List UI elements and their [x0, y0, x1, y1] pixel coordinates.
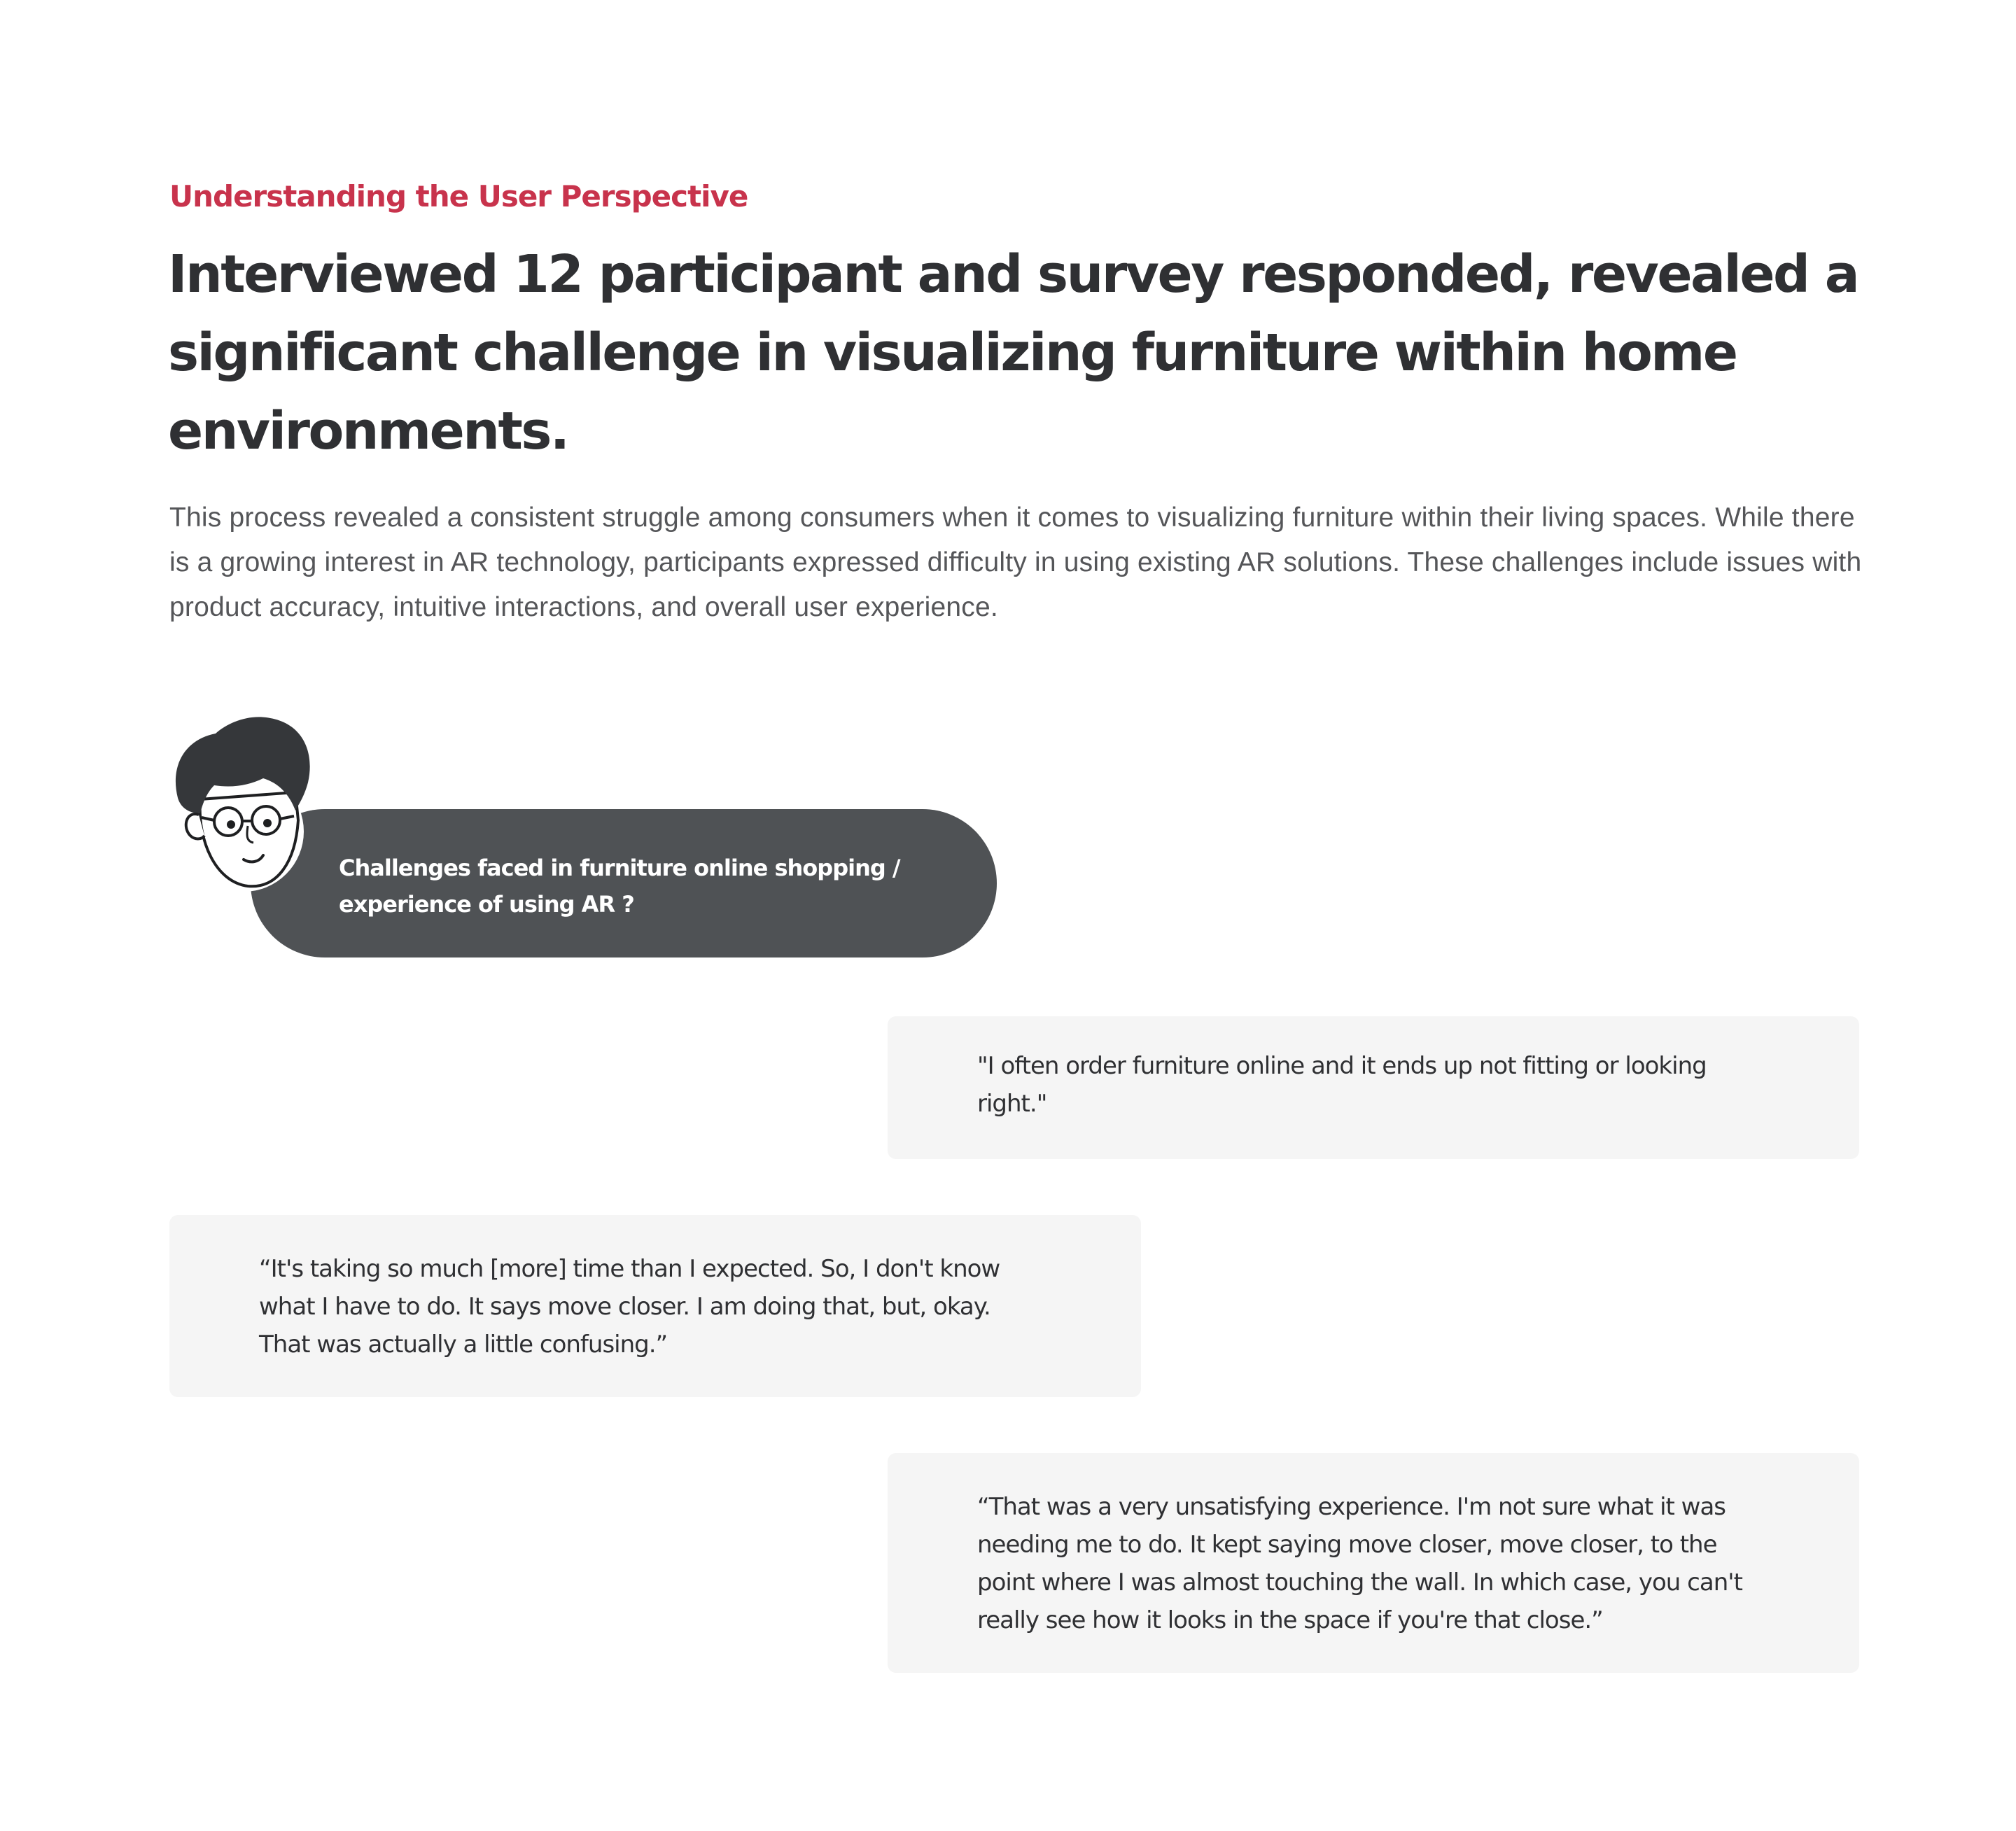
- quote-text-2: “It's taking so much [more] time than I expected. So, I don't know what I have to do. It says move closer. I am doing that, but, okay. That was actually a little confusing.”: [259, 1255, 1000, 1359]
- quote-text-1: "I often order furniture online and it ends up not fitting or looking right.": [977, 1052, 1707, 1118]
- section-kicker: Understanding the User Perspective: [169, 179, 748, 213]
- interview-question-bubble: [251, 809, 997, 957]
- quote-text-3: “That was a very unsatisfying experience. I'm not sure what it was needing me to do. It kept saying move closer, move closer, to the point where I was almost touching the wall. In which case, you can't really see how it looks in the space if you're that close.”: [977, 1493, 1742, 1634]
- quote-card-1: [888, 1016, 1859, 1159]
- user-avatar-icon: [165, 715, 314, 906]
- page-headline: Interviewed 12 participant and survey responded, revealed a significant challenge in visualizing furniture within home environments.: [168, 244, 1858, 461]
- intro-paragraph: This process revealed a consistent struggle among consumers when it comes to visualizing furniture within their living spaces. While there is a growing interest in AR technology, participants expressed difficulty in using existing AR solutions. These challenges include issues with product accuracy, intuitive interactions, and overall user experience.: [169, 503, 1862, 622]
- quote-card-3: [888, 1453, 1859, 1673]
- quote-card-2: [169, 1215, 1141, 1397]
- interview-question-text: Challenges faced in furniture online shopping / experience of using AR ?: [339, 855, 900, 918]
